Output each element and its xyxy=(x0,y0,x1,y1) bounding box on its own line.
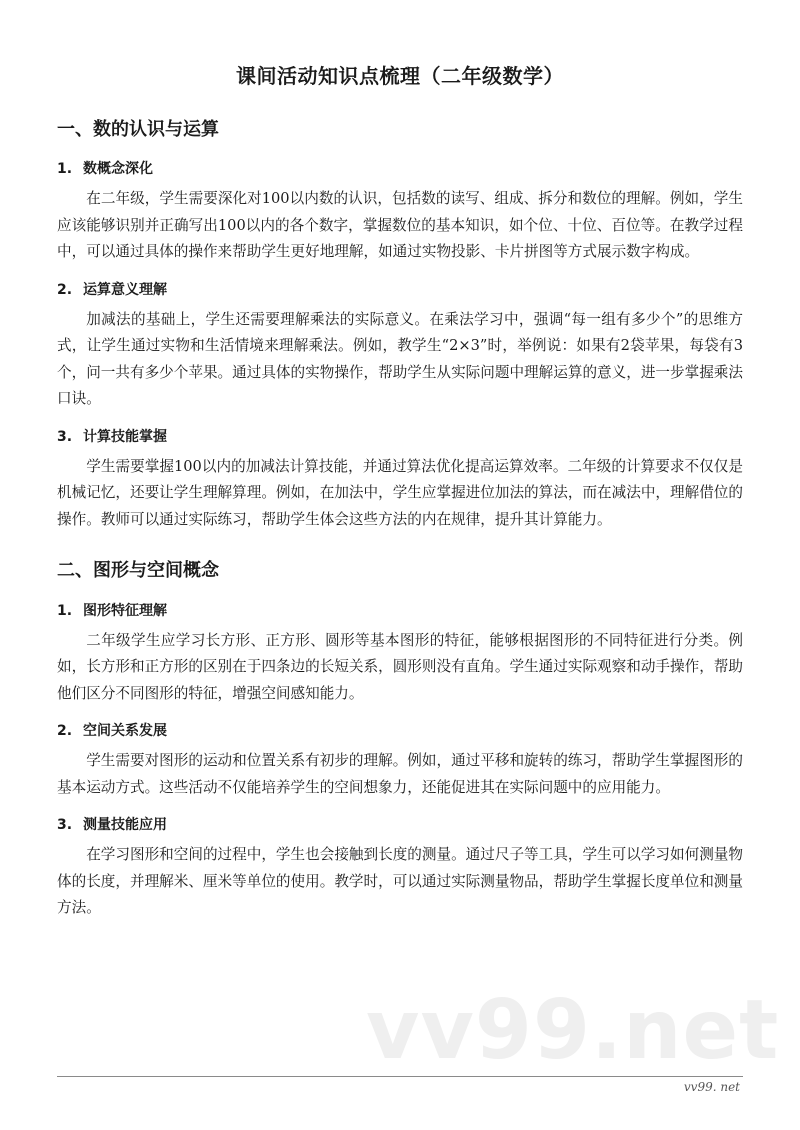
subsection-number: 2. xyxy=(57,281,73,298)
footer-divider xyxy=(57,1076,743,1077)
subsection-heading xyxy=(57,427,743,448)
footer-site: vv99. net xyxy=(683,1080,740,1094)
subsection-title: 运算意义理解 xyxy=(83,281,167,298)
section-heading: 二、图形与空间概念 xyxy=(57,560,219,582)
subsection-title: 测量技能应用 xyxy=(83,817,167,834)
subsection-number: 3. xyxy=(57,817,73,834)
subsection-heading xyxy=(57,721,743,742)
subsection-number: 1. xyxy=(57,602,73,619)
paragraph: 加减法的基础上，学生还需要理解乘法的实际意义。在乘法学习中，强调“每一组有多少个”的思维方式，让学生通过实物和生活情境来理解乘法。例如，教学生“2×3”时，举例说：如果有2袋苹果，每袋有3个，问一共有多少个苹果。通过具体的实物操作，帮助学生从实际问题中理解运算的意义，进一步掌握乘法口诀。 xyxy=(57,310,743,408)
paragraph: 在学习图形和空间的过程中，学生也会接触到长度的测量。通过尺子等工具，学生可以学习如何测量物体的长度，并理解米、厘米等单位的使用。教学时，可以通过实际测量物品，帮助学生掌握长度单位和测量方法。 xyxy=(57,846,743,917)
paragraph: 学生需要对图形的运动和位置关系有初步的理解。例如，通过平移和旋转的练习，帮助学生掌握图形的基本运动方式。这些活动不仅能培养学生的空间想象力，还能促进其在实际问题中的应用能力。 xyxy=(57,752,743,796)
subsection-title: 计算技能掌握 xyxy=(83,428,167,445)
paragraph: 在二年级，学生需要深化对100以内数的认识，包括数的读写、组成、拆分和数位的理解。例如，学生应该能够识别并正确写出100以内的各个数字，掌握数位的基本知识，如个位、十位、百位等。在教学过程中，可以通过具体的操作来帮助学生更好地理解，如通过实物投影、卡片拼图等方式展示数字构成。 xyxy=(57,190,743,261)
subsection xyxy=(57,280,743,413)
subsection-number: 1. xyxy=(57,161,73,178)
subsection-heading xyxy=(57,159,743,180)
subsection xyxy=(57,815,743,922)
watermark: vv99.net xyxy=(366,983,780,1078)
subsection-title: 图形特征理解 xyxy=(83,602,167,619)
paragraph: 学生需要掌握100以内的加减法计算技能，并通过算法优化提高运算效率。二年级的计算要求不仅仅是机械记忆，还要让学生理解算理。例如，在加法中，学生应掌握进位加法的算法，而在减法中，理解借位的操作。教师可以通过实际练习，帮助学生体会这些方法的内在规律，提升其计算能力。 xyxy=(57,457,743,528)
subsection-title: 数概念深化 xyxy=(83,161,153,178)
subsection-number: 2. xyxy=(57,723,73,740)
subsection xyxy=(57,601,743,708)
subsection-title: 空间关系发展 xyxy=(83,723,167,740)
subsection xyxy=(57,427,743,534)
section-heading: 一、数的认识与运算 xyxy=(57,119,219,140)
subsection xyxy=(57,721,743,801)
subsection-number: 3. xyxy=(57,428,73,445)
subsection-heading xyxy=(57,815,743,836)
subsection-heading xyxy=(57,280,743,301)
section-number-operations xyxy=(57,118,743,533)
subsection-heading xyxy=(57,601,743,622)
document-body xyxy=(57,118,743,936)
subsection xyxy=(57,159,743,266)
page-title: 课间活动知识点梳理（二年级数学） xyxy=(236,64,564,88)
paragraph: 二年级学生应学习长方形、正方形、圆形等基本图形的特征，能够根据图形的不同特征进行分类。例如，长方形和正方形的区别在于四条边的长短关系，圆形则没有直角。学生通过实际观察和动手操作，帮助他们区分不同图形的特征，增强空间感知能力。 xyxy=(57,631,743,702)
section-shapes-space xyxy=(57,559,743,921)
